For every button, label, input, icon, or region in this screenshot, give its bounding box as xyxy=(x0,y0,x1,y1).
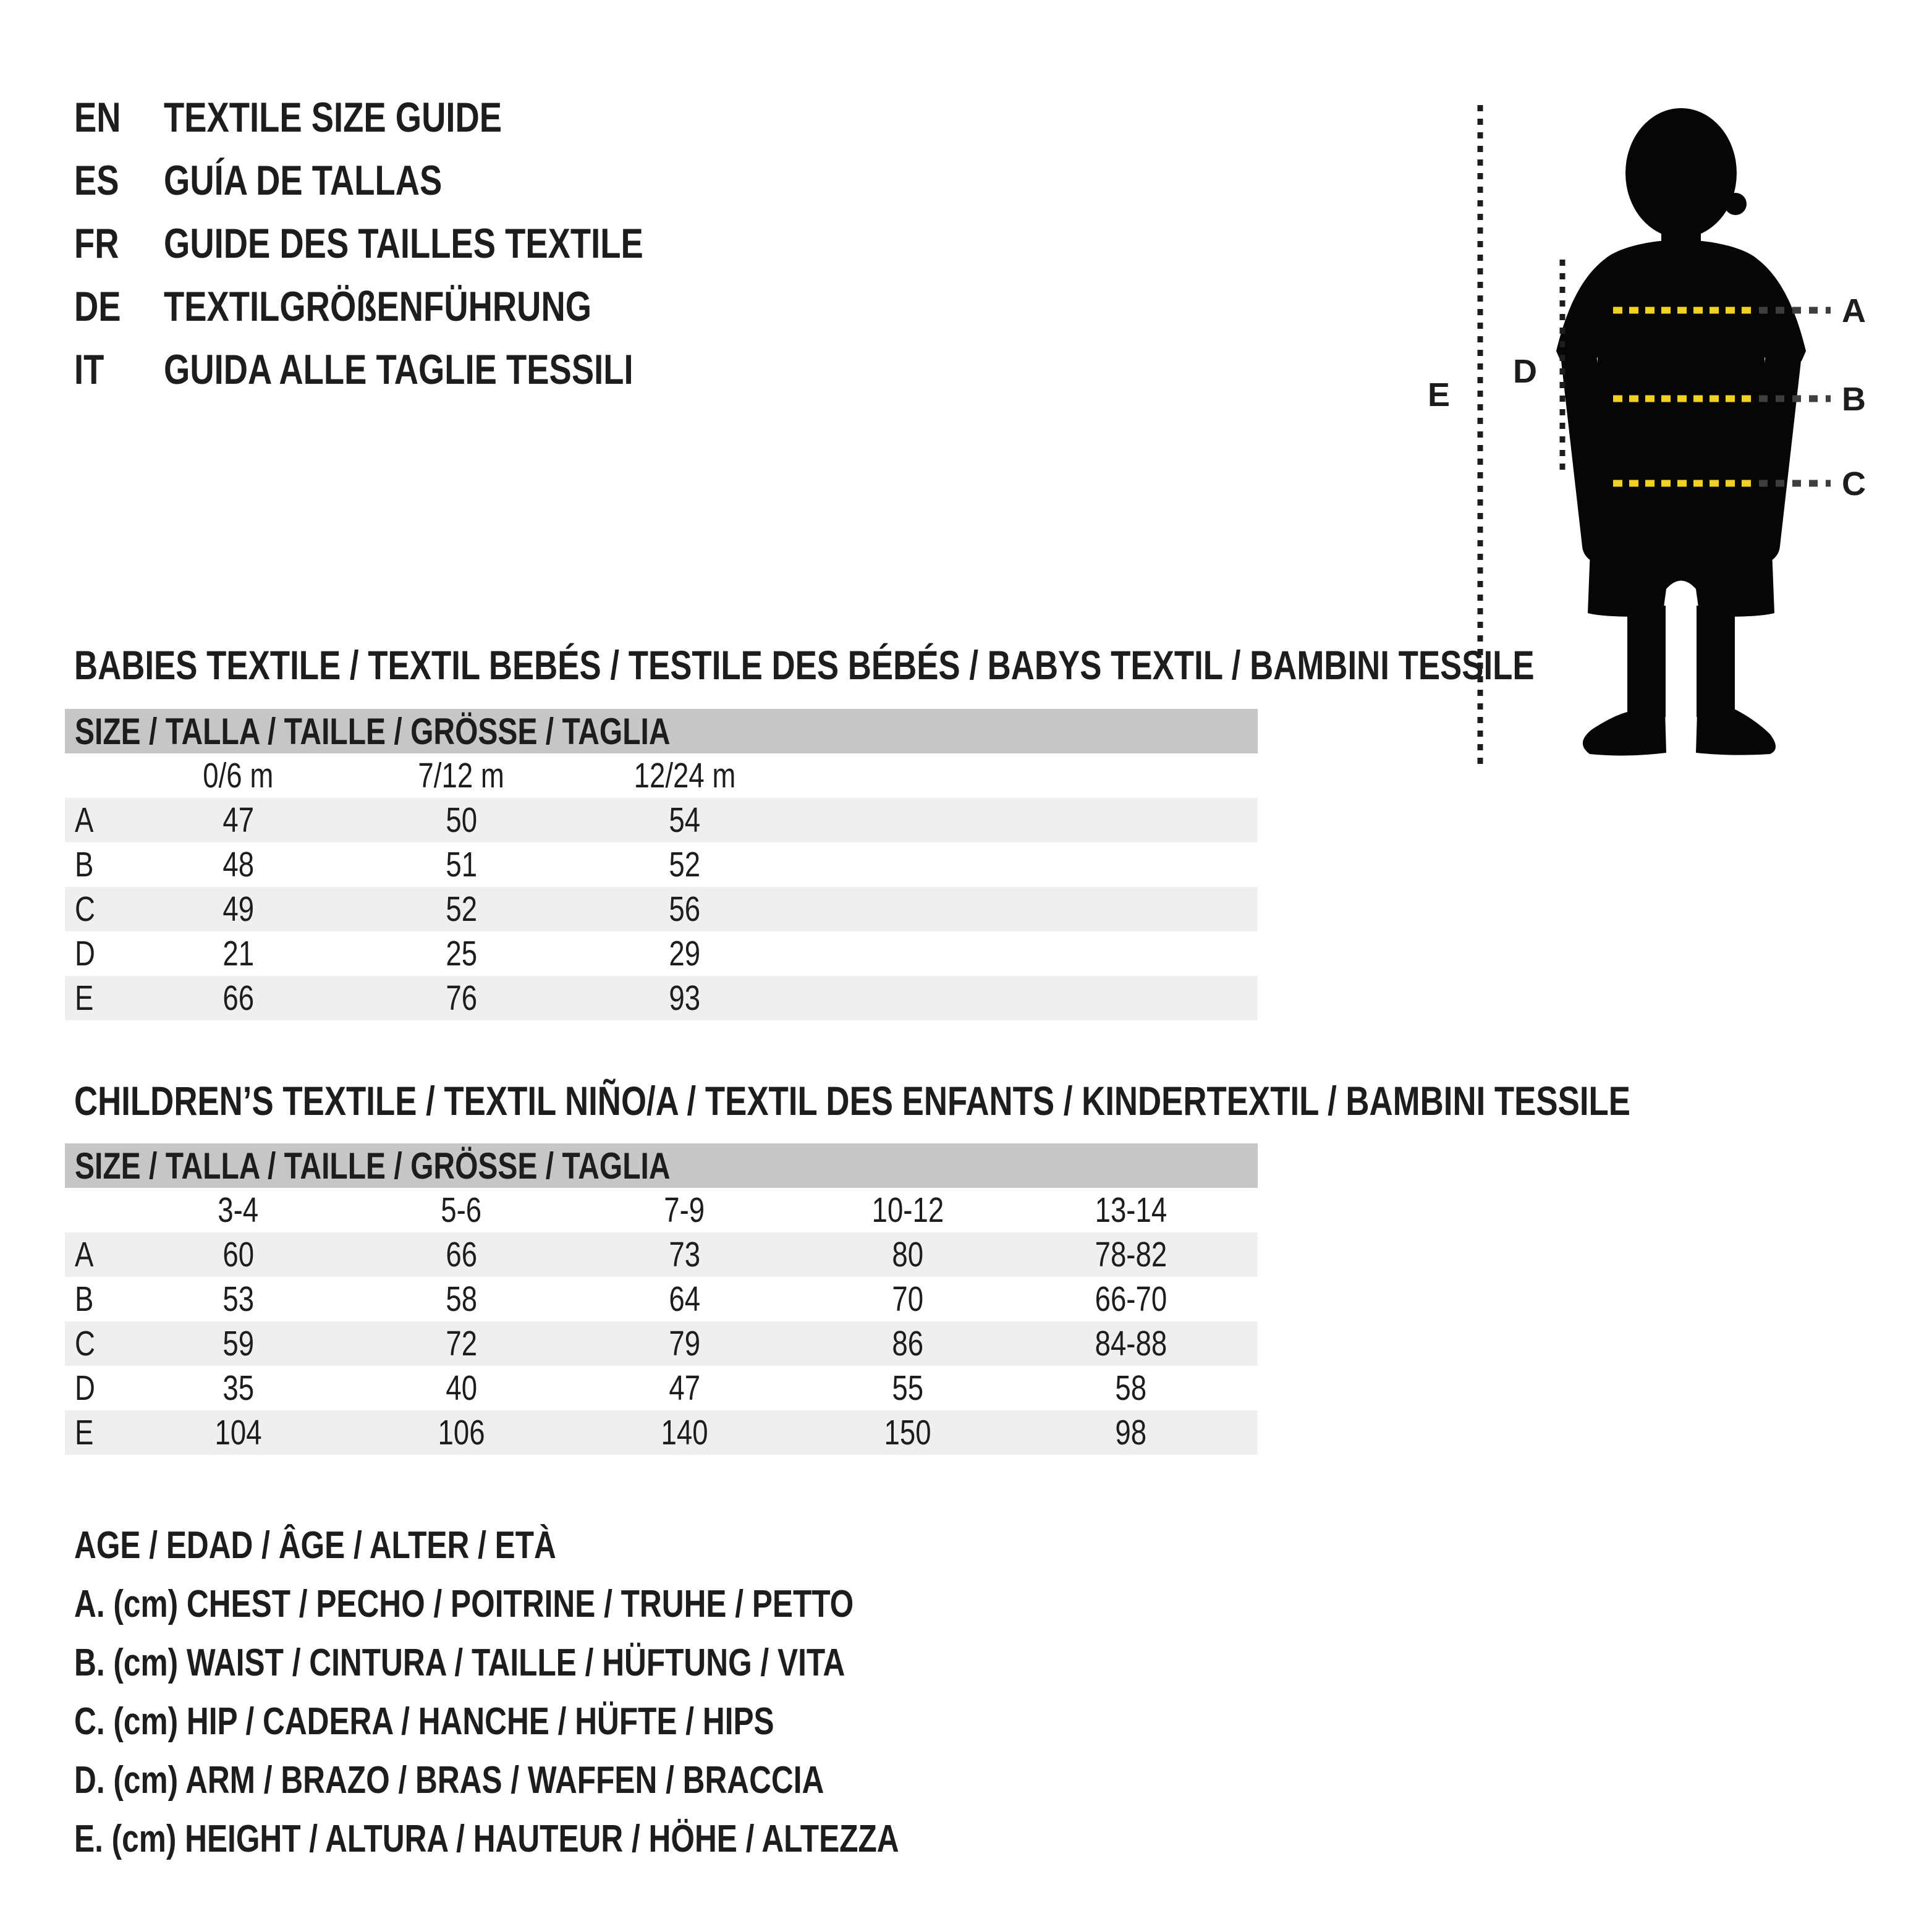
table-cell: 58 xyxy=(1115,1368,1146,1408)
table-cell: 51 xyxy=(446,845,477,884)
table-cell: 25 xyxy=(446,934,477,973)
table-row-D xyxy=(65,931,1258,976)
column-header: 13-14 xyxy=(1095,1190,1167,1230)
table-cell: 104 xyxy=(214,1413,262,1452)
table-cell: 58 xyxy=(446,1279,477,1319)
lang-title: GUÍA DE TALLAS xyxy=(164,157,443,204)
legend-line-chest: A. (cm) CHEST / PECHO / POITRINE / TRUHE / PETTO xyxy=(74,1583,854,1625)
table-cell: 40 xyxy=(446,1368,477,1408)
table-cell: 66 xyxy=(446,1235,477,1274)
table-cell: 52 xyxy=(446,889,477,929)
legend-line-hip: C. (cm) HIP / CADERA / HANCHE / HÜFTE / HIPS xyxy=(74,1700,774,1743)
marker-label-A: A xyxy=(1842,292,1866,329)
table-cell: 66-70 xyxy=(1095,1279,1167,1319)
table-row-B xyxy=(65,842,1258,887)
table-cell: 21 xyxy=(222,934,254,973)
lang-row-de xyxy=(74,275,763,338)
table-cell: 60 xyxy=(222,1235,254,1274)
row-label: A xyxy=(75,1235,94,1274)
table-cell: 64 xyxy=(669,1279,700,1319)
table-cell: 106 xyxy=(438,1413,485,1452)
table-cell: 72 xyxy=(446,1324,477,1363)
table-cell: 140 xyxy=(661,1413,708,1452)
lang-code: FR xyxy=(74,220,119,267)
column-header: 7-9 xyxy=(664,1190,705,1230)
language-title-list xyxy=(74,86,763,401)
table-cell: 52 xyxy=(669,845,700,884)
table-row-E xyxy=(65,1410,1258,1455)
table-row-C xyxy=(65,887,1258,931)
lang-code: EN xyxy=(74,94,121,141)
table-cell: 76 xyxy=(446,978,477,1018)
children-column-header-row xyxy=(65,1188,1258,1232)
column-header: 3-4 xyxy=(218,1190,259,1230)
legend-line-arm: D. (cm) ARM / BRAZO / BRAS / WAFFEN / BRACCIA xyxy=(74,1759,824,1802)
table-cell: 150 xyxy=(884,1413,931,1452)
table-cell: 73 xyxy=(669,1235,700,1274)
column-header: 7/12 m xyxy=(418,756,505,795)
table-cell: 66 xyxy=(222,978,254,1018)
row-label: A xyxy=(75,800,94,840)
table-cell: 80 xyxy=(892,1235,923,1274)
lang-row-en xyxy=(74,86,763,149)
table-cell: 49 xyxy=(222,889,254,929)
column-header: 5-6 xyxy=(441,1190,482,1230)
children-table-header-band: SIZE / TALLA / TAILLE / GRÖSSE / TAGLIA xyxy=(65,1143,1258,1188)
lang-title: GUIDA ALLE TAGLIE TESSILI xyxy=(164,346,633,393)
table-cell: 79 xyxy=(669,1324,700,1363)
table-cell: 86 xyxy=(892,1324,923,1363)
lang-code: ES xyxy=(74,157,119,204)
lang-code: IT xyxy=(74,346,104,393)
table-cell: 55 xyxy=(892,1368,923,1408)
marker-label-B: B xyxy=(1842,381,1866,418)
legend-line-waist: B. (cm) WAIST / CINTURA / TAILLE / HÜFTUNG / VITA xyxy=(74,1642,845,1684)
table-cell: 50 xyxy=(446,800,477,840)
table-row-A xyxy=(65,1232,1258,1277)
column-header: 10-12 xyxy=(871,1190,944,1230)
marker-label-E: E xyxy=(1428,376,1451,413)
row-label: B xyxy=(75,1279,94,1319)
table-cell: 47 xyxy=(222,800,254,840)
table-cell: 78-82 xyxy=(1095,1235,1167,1274)
row-label: B xyxy=(75,845,94,884)
table-cell: 84-88 xyxy=(1095,1324,1167,1363)
table-cell: 29 xyxy=(669,934,700,973)
table-cell: 93 xyxy=(669,978,700,1018)
legend-line-height: E. (cm) HEIGHT / ALTURA / HAUTEUR / HÖHE / ALTEZZA xyxy=(74,1818,899,1860)
lang-row-es xyxy=(74,149,763,212)
table-cell: 56 xyxy=(669,889,700,929)
table-cell: 35 xyxy=(222,1368,254,1408)
row-label: D xyxy=(75,1368,95,1408)
table-cell: 54 xyxy=(669,800,700,840)
table-cell: 98 xyxy=(1115,1413,1146,1452)
table-row-C xyxy=(65,1321,1258,1366)
table-cell: 53 xyxy=(222,1279,254,1319)
babies-size-table xyxy=(65,709,1258,1020)
row-label: C xyxy=(75,1324,95,1363)
row-label: E xyxy=(75,1413,94,1452)
column-header: 12/24 m xyxy=(633,756,735,795)
child-measurement-figure xyxy=(1409,74,1932,797)
row-label: E xyxy=(75,978,94,1018)
marker-label-D: D xyxy=(1513,353,1537,390)
lang-title: GUIDE DES TAILLES TEXTILE xyxy=(164,220,643,267)
table-cell: 70 xyxy=(892,1279,923,1319)
table-row-E xyxy=(65,976,1258,1020)
children-size-table xyxy=(65,1143,1258,1455)
babies-column-header-row xyxy=(65,753,1258,798)
table-row-D xyxy=(65,1366,1258,1410)
lang-title: TEXTILGRÖßENFÜHRUNG xyxy=(164,283,592,330)
lang-row-it xyxy=(74,338,763,401)
table-cell: 59 xyxy=(222,1324,254,1363)
lang-row-fr xyxy=(74,212,763,275)
table-cell: 48 xyxy=(222,845,254,884)
babies-table-header-band: SIZE / TALLA / TAILLE / GRÖSSE / TAGLIA xyxy=(65,709,1258,753)
measurement-legend xyxy=(74,1516,1105,1868)
table-row-A xyxy=(65,798,1258,842)
column-header: 0/6 m xyxy=(203,756,274,795)
lang-title: TEXTILE SIZE GUIDE xyxy=(164,94,502,141)
children-section-title: CHILDREN’S TEXTILE / TEXTIL NIÑO/A / TEXTIL DES ENFANTS / KINDERTEXTIL / BAMBINI TESSILE xyxy=(74,1078,1630,1124)
table-row-B xyxy=(65,1277,1258,1321)
lang-code: DE xyxy=(74,283,121,330)
row-label: C xyxy=(75,889,95,929)
row-label: D xyxy=(75,934,95,973)
table-cell: 47 xyxy=(669,1368,700,1408)
legend-line-age: AGE / EDAD / ÂGE / ALTER / ETÀ xyxy=(74,1524,556,1567)
marker-label-C: C xyxy=(1842,465,1866,502)
babies-section-title: BABIES TEXTILE / TEXTIL BEBÉS / TESTILE DES BÉBÉS / BABYS TEXTIL / BAMBINI TESSILE xyxy=(74,642,1535,688)
